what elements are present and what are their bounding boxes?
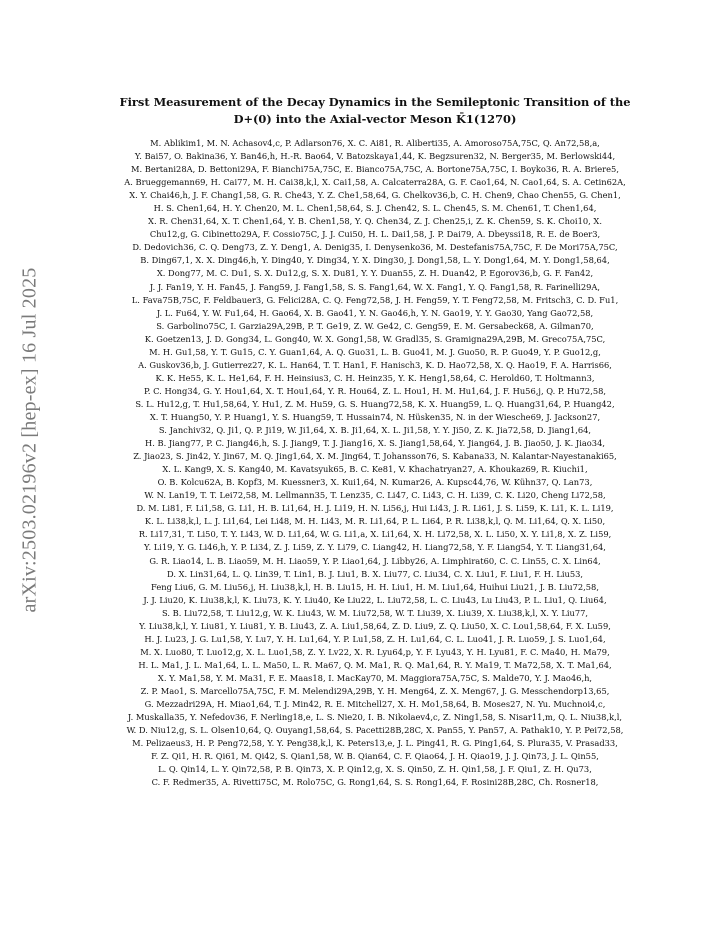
author-line: H. L. Ma1, J. L. Ma1,64, L. L. Ma50, L. R. Ma67, Q. M. Ma1, R. Q. Ma1,64, R. Y. Ma19, T. Ma72,58, X. T. Ma1,64, bbox=[138, 659, 612, 670]
author-line: X. Dong77, M. C. Du1, S. X. Du12,g, S. X. Du81, Y. Y. Duan55, Z. H. Duan42, P. Egorov36,b, G. F. Fan42, bbox=[156, 268, 594, 279]
author-line: Y. Liu38,k,l, Y. Liu81, Y. Liu81, Y. B. Liu43, Z. A. Liu1,58,64, Z. D. Liu9, Z. Q. Liu50, X. C. Lou1,58,64, F. X. Lu59, bbox=[139, 620, 611, 631]
paper-title bbox=[62, 94, 688, 128]
author-line: Chu12,g, G. Cibinetto29A, F. Cossio75C, J. J. Cui50, H. L. Dai1,58, J. P. Dai79, A. Dbeyssi18, R. E. de Boer3, bbox=[149, 229, 601, 240]
author-line: W. N. Lan19, T. T. Lei72,58, M. Lellmann35, T. Lenz35, C. Li47, C. Li43, C. H. Li39, C. K. Li20, Cheng Li72,58, bbox=[144, 490, 606, 501]
author-line: W. D. Niu12,g, S. L. Olsen10,64, Q. Ouyang1,58,64, S. Pacetti28B,28C, X. Pan55, Y. Pan57, A. Pathak10, Y. P. Pei72,58, bbox=[126, 725, 624, 736]
author-line: Z. Jiao23, S. Jin42, Y. Jin67, M. Q. Jing1,64, X. M. Jing64, T. Johansson76, S. Kabana33, N. Kalantar-Nayestanaki65, bbox=[133, 451, 617, 462]
author-line: S. B. Liu72,58, T. Liu12,g, W. K. Liu43, W. M. Liu72,58, W. T. Liu39, X. Liu39, X. Liu38,k,l, X. Y. Liu77, bbox=[161, 607, 589, 618]
author-line: M. X. Luo80, T. Luo12,g, X. L. Luo1,58, Z. Y. Lv22, X. R. Lyu64,p, Y. F. Lyu43, Y. H. Lyu81, F. C. Ma40, H. Ma79, bbox=[140, 646, 610, 657]
author-line: K. Goetzen13, J. D. Gong34, L. Gong40, W. X. Gong1,58, W. Gradl35, S. Gramigna29A,29B, M. Greco75A,75C, bbox=[144, 333, 606, 344]
author-line: A. Guskov36,b, J. Gutierrez27, K. L. Han64, T. T. Han1, F. Hanisch3, K. D. Hao72,58, X. Q. Hao19, F. A. Harris66, bbox=[138, 359, 612, 370]
author-line: Z. P. Mao1, S. Marcello75A,75C, F. M. Melendi29A,29B, Y. H. Meng64, Z. X. Meng67, J. G. Messchendorp13,65, bbox=[140, 685, 610, 696]
author-line: H. J. Lu23, J. G. Lu1,58, Y. Lu7, Y. H. Lu1,64, Y. P. Lu1,58, Z. H. Lu1,64, C. L. Luo41, J. R. Luo59, J. S. Luo1,64, bbox=[144, 633, 606, 644]
paper-page bbox=[62, 94, 688, 789]
arxiv-identifier: arXiv:2503.02196v2 [hep-ex] 16 Jul 2025 bbox=[18, 267, 41, 613]
arxiv-sidebar bbox=[0, 0, 60, 932]
author-line: X. R. Chen31,64, X. T. Chen1,64, Y. B. Chen1,58, Y. Q. Chen34, Z. J. Chen25,i, Z. K. Chen59, S. K. Choi10, X. bbox=[148, 216, 602, 227]
author-line: M. Pelizaeus3, H. P. Peng72,58, Y. Y. Peng38,k,l, K. Peters13,e, J. L. Ping41, R. G. Ping1,64, S. Plura35, V. Prasad33, bbox=[132, 738, 618, 749]
author-line: X. L. Kang9, X. S. Kang40, M. Kavatsyuk65, B. C. Ke81, V. Khachatryan27, A. Khoukaz69, R. Kiuchi1, bbox=[162, 464, 588, 475]
author-line: J. L. Fu64, Y. W. Fu1,64, H. Gao64, X. B. Gao41, Y. N. Gao46,h, Y. N. Gao19, Y. Y. Gao30, Yang Gao72,58, bbox=[156, 307, 594, 318]
paper-title-line-2: D+(0) into the Axial-vector Meson K̄1(1270) bbox=[233, 112, 517, 126]
author-line: J. J. Fan19, Y. H. Fan45, J. Fang59, J. Fang1,58, S. S. Fang1,64, W. X. Fang1, Y. Q. Fang1,58, R. Farinelli29A, bbox=[149, 281, 601, 292]
author-line: S. L. Hu12,g, T. Hu1,58,64, Y. Hu1, Z. M. Hu59, G. S. Huang72,58, K. X. Huang59, L. Q. Huang31,64, P. Huang42, bbox=[135, 398, 615, 409]
author-line: M. Ablikim1, M. N. Achasov4,c, P. Adlarson76, X. C. Ai81, R. Aliberti35, A. Amoroso75A,75C, Q. An72,58,a, bbox=[150, 138, 600, 148]
author-line: J. Muskalla35, Y. Nefedov36, F. Nerling18,e, L. S. Nie20, I. B. Nikolaev4,c, Z. Ning1,58, S. Nisar11,m, Q. L. Niu38,k,l, bbox=[127, 712, 623, 723]
author-line: X. T. Huang50, Y. P. Huang1, Y. S. Huang59, T. Hussain74, N. Hüsken35, N. in der Wiesche69, J. Jackson27, bbox=[149, 411, 601, 422]
author-line: M. Bertani28A, D. Bettoni29A, F. Bianchi75A,75C, E. Bianco75A,75C, A. Bortone75A,75C, I. Boyko36, R. A. Briere5, bbox=[131, 164, 619, 175]
author-line: Y. Bai57, O. Bakina36, Y. Ban46,h, H.-R. Bao64, V. Batozskaya1,44, K. Begzsuren32, N. Berger35, M. Berlowski44, bbox=[134, 151, 616, 162]
author-line: L. Q. Qin14, L. Y. Qin72,58, P. B. Qin73, X. P. Qin12,g, X. S. Qin50, Z. H. Qin1,58, J. F. Qiu1, Z. H. Qu73, bbox=[158, 764, 592, 775]
author-line: A. Brueggemann69, H. Cai77, M. H. Cai38,k,l, X. Cai1,58, A. Calcaterra28A, G. F. Cao1,64, N. Cao1,64, S. A. Cetin62A, bbox=[124, 177, 626, 188]
author-line: R. Li17,31, T. Li50, T. Y. Li43, W. D. Li1,64, W. G. Li1,a, X. Li1,64, X. H. Li72,58, X. L. Li50, X. Y. Li1,8, X. Z. Li59, bbox=[138, 529, 612, 540]
author-line: K. L. Li38,k,l, L. J. Li1,64, Lei Li48, M. H. Li43, M. R. Li1,64, P. L. Li64, P. R. Li38,k,l, Q. M. Li1,64, Q. X. Li50, bbox=[144, 516, 606, 527]
author-list bbox=[62, 137, 688, 789]
author-line: P. C. Hong34, G. Y. Hou1,64, X. T. Hou1,64, Y. R. Hou64, Z. L. Hou1, H. M. Hu1,64, J. F. Hu56,j, Q. P. Hu72,58, bbox=[143, 385, 607, 396]
paper-title-line-1: First Measurement of the Decay Dynamics in the Semileptonic Transition of the bbox=[119, 95, 631, 109]
author-line: L. Fava75B,75C, F. Feldbauer3, G. Felici28A, C. Q. Feng72,58, J. H. Feng59, Y. T. Feng72,58, M. Fritsch3, C. D. Fu1, bbox=[131, 294, 619, 305]
author-line: S. Garbolino75C, I. Garzia29A,29B, P. T. Ge19, Z. W. Ge42, C. Geng59, E. M. Gersabeck68, A. Gilman70, bbox=[156, 320, 594, 331]
author-line: H. S. Chen1,64, H. Y. Chen20, M. L. Chen1,58,64, S. J. Chen42, S. L. Chen45, S. M. Chen61, T. Chen1,64, bbox=[153, 203, 597, 214]
author-line: G. Mezzadri29A, H. Miao1,64, T. J. Min42, R. E. Mitchell27, X. H. Mo1,58,64, B. Moses27, N. Yu. Muchnoi4,c, bbox=[144, 699, 606, 710]
author-line: O. B. Kolcu62A, B. Kopf3, M. Kuessner3, X. Kui1,64, N. Kumar26, A. Kupsc44,76, W. Kühn37, Q. Lan73, bbox=[157, 477, 593, 488]
author-line: S. Janchiv32, Q. Ji1, Q. P. Ji19, W. Ji1,64, X. B. Ji1,64, X. L. Ji1,58, Y. Y. Ji50, Z. K. Jia72,58, D. Jiang1,64, bbox=[158, 425, 592, 436]
author-line: G. R. Liao14, L. B. Liao59, M. H. Liao59, Y. P. Liao1,64, J. Libby26, A. Limphirat60, C. C. Lin55, C. X. Lin64, bbox=[149, 555, 601, 566]
author-line: Y. Li19, Y. G. Li46,h, Y. P. Li34, Z. J. Li59, Z. Y. Li79, C. Liang42, H. Liang72,58, Y. F. Liang54, Y. T. Liang31,64, bbox=[144, 542, 606, 553]
author-line: D. M. Li81, F. Li1,58, G. Li1, H. B. Li1,64, H. J. Li19, H. N. Li56,j, Hui Li43, J. R. Li61, J. S. Li59, K. Li1, K. L. Li19, bbox=[136, 503, 614, 514]
author-line: B. Ding67,1, X. X. Ding46,h, Y. Ding40, Y. Ding34, Y. X. Ding30, J. Dong1,58, L. Y. Dong1,64, M. Y. Dong1,58,64, bbox=[140, 255, 610, 266]
author-line: J. J. Liu20, K. Liu38,k,l, K. Liu73, K. Y. Liu40, Ke Liu22, L. Liu72,58, L. C. Liu43, Lu Liu43, P. L. Liu1, Q. Liu64, bbox=[143, 594, 607, 605]
author-line: X. Y. Ma1,58, Y. M. Ma31, F. E. Maas18, I. MacKay70, M. Maggiora75A,75C, S. Malde70, Y. J. Mao46,h, bbox=[157, 672, 593, 683]
author-line: D. X. Lin31,64, L. Q. Lin39, T. Lin1, B. J. Liu1, B. X. Liu77, C. Liu34, C. X. Liu1, F. Liu1, F. H. Liu53, bbox=[166, 568, 584, 579]
author-line: Feng Liu6, G. M. Liu56,j, H. Liu38,k,l, H. B. Liu15, H. H. Liu1, H. M. Liu1,64, Huihui Liu21, J. B. Liu72,58, bbox=[151, 581, 599, 592]
author-line: M. H. Gu1,58, Y. T. Gu15, C. Y. Guan1,64, A. Q. Guo31, L. B. Guo41, M. J. Guo50, R. P. Guo49, Y. P. Guo12,g, bbox=[149, 346, 601, 357]
author-line: X. Y. Chai46,h, J. F. Chang1,58, G. R. Che43, Y. Z. Che1,58,64, G. Chelkov36,b, C. H. Chen9, Chao Chen55, G. Chen1, bbox=[129, 190, 621, 201]
author-line: K. K. He55, K. L. He1,64, F. H. Heinsius3, C. H. Heinz35, Y. K. Heng1,58,64, C. Herold60, T. Holtmann3, bbox=[155, 372, 595, 383]
author-line: C. F. Redmer35, A. Rivetti75C, M. Rolo75C, G. Rong1,64, S. S. Rong1,64, F. Rosini28B,28C, Ch. Rosner18, bbox=[151, 777, 599, 788]
author-line: F. Z. Qi1, H. R. Qi61, M. Qi42, S. Qian1,58, W. B. Qian64, C. F. Qiao64, J. H. Qiao19, J. J. Qin73, J. L. Qin55, bbox=[151, 751, 599, 762]
author-line: D. Dedovich36, C. Q. Deng73, Z. Y. Deng1, A. Denig35, I. Denysenko36, M. Destefanis75A,75C, F. De Mori75A,75C, bbox=[132, 242, 618, 253]
author-line: H. B. Jiang77, P. C. Jiang46,h, S. J. Jiang9, T. J. Jiang16, X. S. Jiang1,58,64, Y. Jiang64, J. B. Jiao50, J. K. Jiao34, bbox=[145, 438, 605, 449]
